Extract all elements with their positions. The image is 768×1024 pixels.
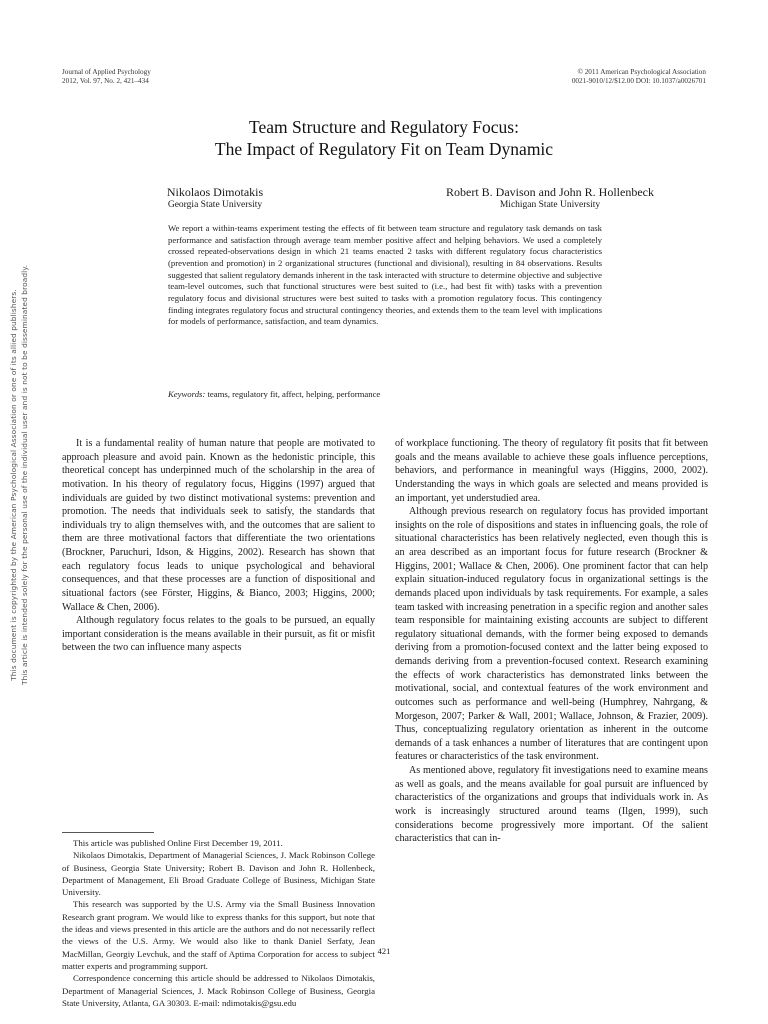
article-title (0, 116, 768, 160)
body-paragraph: Although previous research on regulatory focus has provided important insights on the role of dispositions and states in influencing goals, the role of situational characteristics has been relatively neglected, even though this is an area described as an important focus for future research (Brockner & Higgins, 2001; Wallace & Chen, 2006). One prominent factor that can help explain situation-induced regulatory focus in organizational settings is the demands placed upon individuals by task requirements. For example, a sales team tasked with increasing penetration in a specific region and another sales team responsible for maintaining existing accounts are subject to different regulatory situational demands, with the former being exposed to demands deriving from a promotion-focused context and the latter being exposed to demands deriving from a prevention-focused context. Research examining the effects of work characteristics has demonstrated links between the motivational, social, and contextual features of the work environment and outcomes such as performance and well-being (Humphrey, Nahrgang, & Morgeson, 2007; Parker & Wall, 2001; Wallace, Johnson, & Frazier, 2009). Thus, conceptualizing regulatory orientation as inherent in the outcome demands of a task enhances a number of literatures that are contingent upon features or characteristics of the task environment. (395, 506, 708, 763)
footnotes (62, 837, 375, 1009)
journal-header-left (62, 68, 151, 86)
article-title-line-2: The Impact of Regulatory Fit on Team Dynamic (214, 139, 554, 159)
author-name: Nikolaos Dimotakis (166, 185, 264, 199)
footnote: This research was supported by the U.S. Army via the Small Business Innovation Research grant program. We would like to express thanks for this support, but note that the ideas and views presented in this article are the authors and do not necessarily reflect the views of the U.S. Army. We would also like to thank Daniel Serfaty, Jean MacMillan, Georgiy Levchuk, and the staff of Aptima Corporation for access to subject matter experts and programming support. (62, 899, 375, 971)
keywords-text: teams, regulatory fit, affect, helping, performance (207, 389, 381, 399)
author-block-1 (140, 185, 290, 211)
journal-issn-doi: 0021-9010/12/$12.00 DOI: 10.1037/a0026701 (571, 77, 706, 85)
author-name: Robert B. Davison and John R. Hollenbeck (446, 185, 654, 199)
body-column-right (395, 437, 708, 846)
author-block-2 (405, 185, 695, 211)
footnote: Nikolaos Dimotakis, Department of Managerial Sciences, J. Mack Robinson College of Business, Georgia State University; Robert B. Davison and John R. Hollenbeck, Department of Management, Eli Broad Graduate College of Business, Michigan State University. (62, 850, 375, 898)
journal-name: Journal of Applied Psychology (62, 68, 151, 76)
author-affiliation: Michigan State University (499, 200, 601, 210)
page-number: 421 (377, 946, 391, 956)
footnote-divider (62, 832, 154, 833)
body-paragraph: As mentioned above, regulatory fit investigations need to examine means as well as goals, and the means available for goal pursuit are influenced by characteristics of the organizations and groups that individuals work in. As work is increasingly structured around teams (Ilgen, 1999), such considerations become progressively more important. Of the salient characteristics that can in- (395, 765, 708, 845)
footnote: This article was published Online First December 19, 2011. (73, 838, 283, 848)
body-paragraph: It is a fundamental reality of human nature that people are motivated to approach pleasure and avoid pain. Known as the hedonistic principle, this theoretical concept has underpinned much of the scholarship in the area of motivation. In his theory of regulatory focus, Higgins (1997) argued that individuals are guided by two distinct motivational systems: prevention and promotion. The needs that individuals seek to satisfy, the standards that individuals try to align themselves with, and the outcomes that are salient to them are three motivational factors that differentiate the two orientations (Brockner, Paruchuri, Idson, & Higgins, 2002). Research has shown that each regulatory focus leads to unique psychological and behavioral consequences, and that these processes are a function of dispositional and situational factors (see Förster, Higgins, & Bianco, 2003; Higgins, 2000; Wallace & Chen, 2006). (62, 438, 375, 613)
side-notice-line-2: This article is intended solely for the personal use of the individual user and is not to be disseminated broadly. (19, 264, 29, 685)
copyright-side-notice (9, 264, 29, 685)
journal-volume-info: 2012, Vol. 97, No. 2, 421–434 (62, 77, 149, 85)
body-paragraph: of workplace functioning. The theory of regulatory fit posits that fit between goals and the means available to achieve these goals influence perceptions, behaviors, and performance in meaningful ways (Higgins, 2000, 2002). Understanding the ways in which goals are selected and means provided is an important, yet understudied area. (395, 438, 708, 504)
journal-copyright: © 2011 American Psychological Association (577, 68, 706, 76)
keywords (168, 389, 602, 400)
keywords-label: Keywords: (168, 389, 206, 399)
article-title-line-1: Team Structure and Regulatory Focus: (249, 117, 519, 137)
abstract: We report a within-teams experiment testing the effects of fit between team structure and regulatory task demands on task performance and satisfaction through average team member positive affect and helping behaviors. We used a completely crossed repeated-observations design in which 21 teams enacted 2 tasks with different regulatory focus characteristics (prevention and promotion) in 2 organizational structures (functional and divisional), resulting in 84 observations. Results suggested that salient regulatory demands inherent in the task interacted with structure to determine objective and subjective team-level outcomes, such that functional structures were best suited to (i.e., had best fit with) tasks with a prevention regulatory focus and divisional structures were best suited to tasks with a promotion regulatory focus. This contingency finding integrates regulatory focus and structural contingency theories, and extends them to the team level with implications for models of performance, satisfaction, and team dynamics. (168, 223, 602, 327)
body-paragraph: Although regulatory focus relates to the goals to be pursued, an equally important consideration is the means available in their pursuit, as fit or misfit between the two can influence many aspects (62, 615, 375, 654)
author-affiliation: Georgia State University (167, 200, 263, 210)
journal-header-right (572, 68, 706, 86)
footnote: Correspondence concerning this article should be addressed to Nikolaos Dimotakis, Department of Managerial Sciences, J. Mack Robinson College of Business, Georgia State University, Atlanta, GA 30303. E-mail: ndimotakis@gsu.edu (62, 973, 375, 1008)
body-column-left (62, 437, 375, 655)
side-notice-line-1: This document is copyrighted by the American Psychological Association or one of its allied publishers. (9, 289, 18, 681)
